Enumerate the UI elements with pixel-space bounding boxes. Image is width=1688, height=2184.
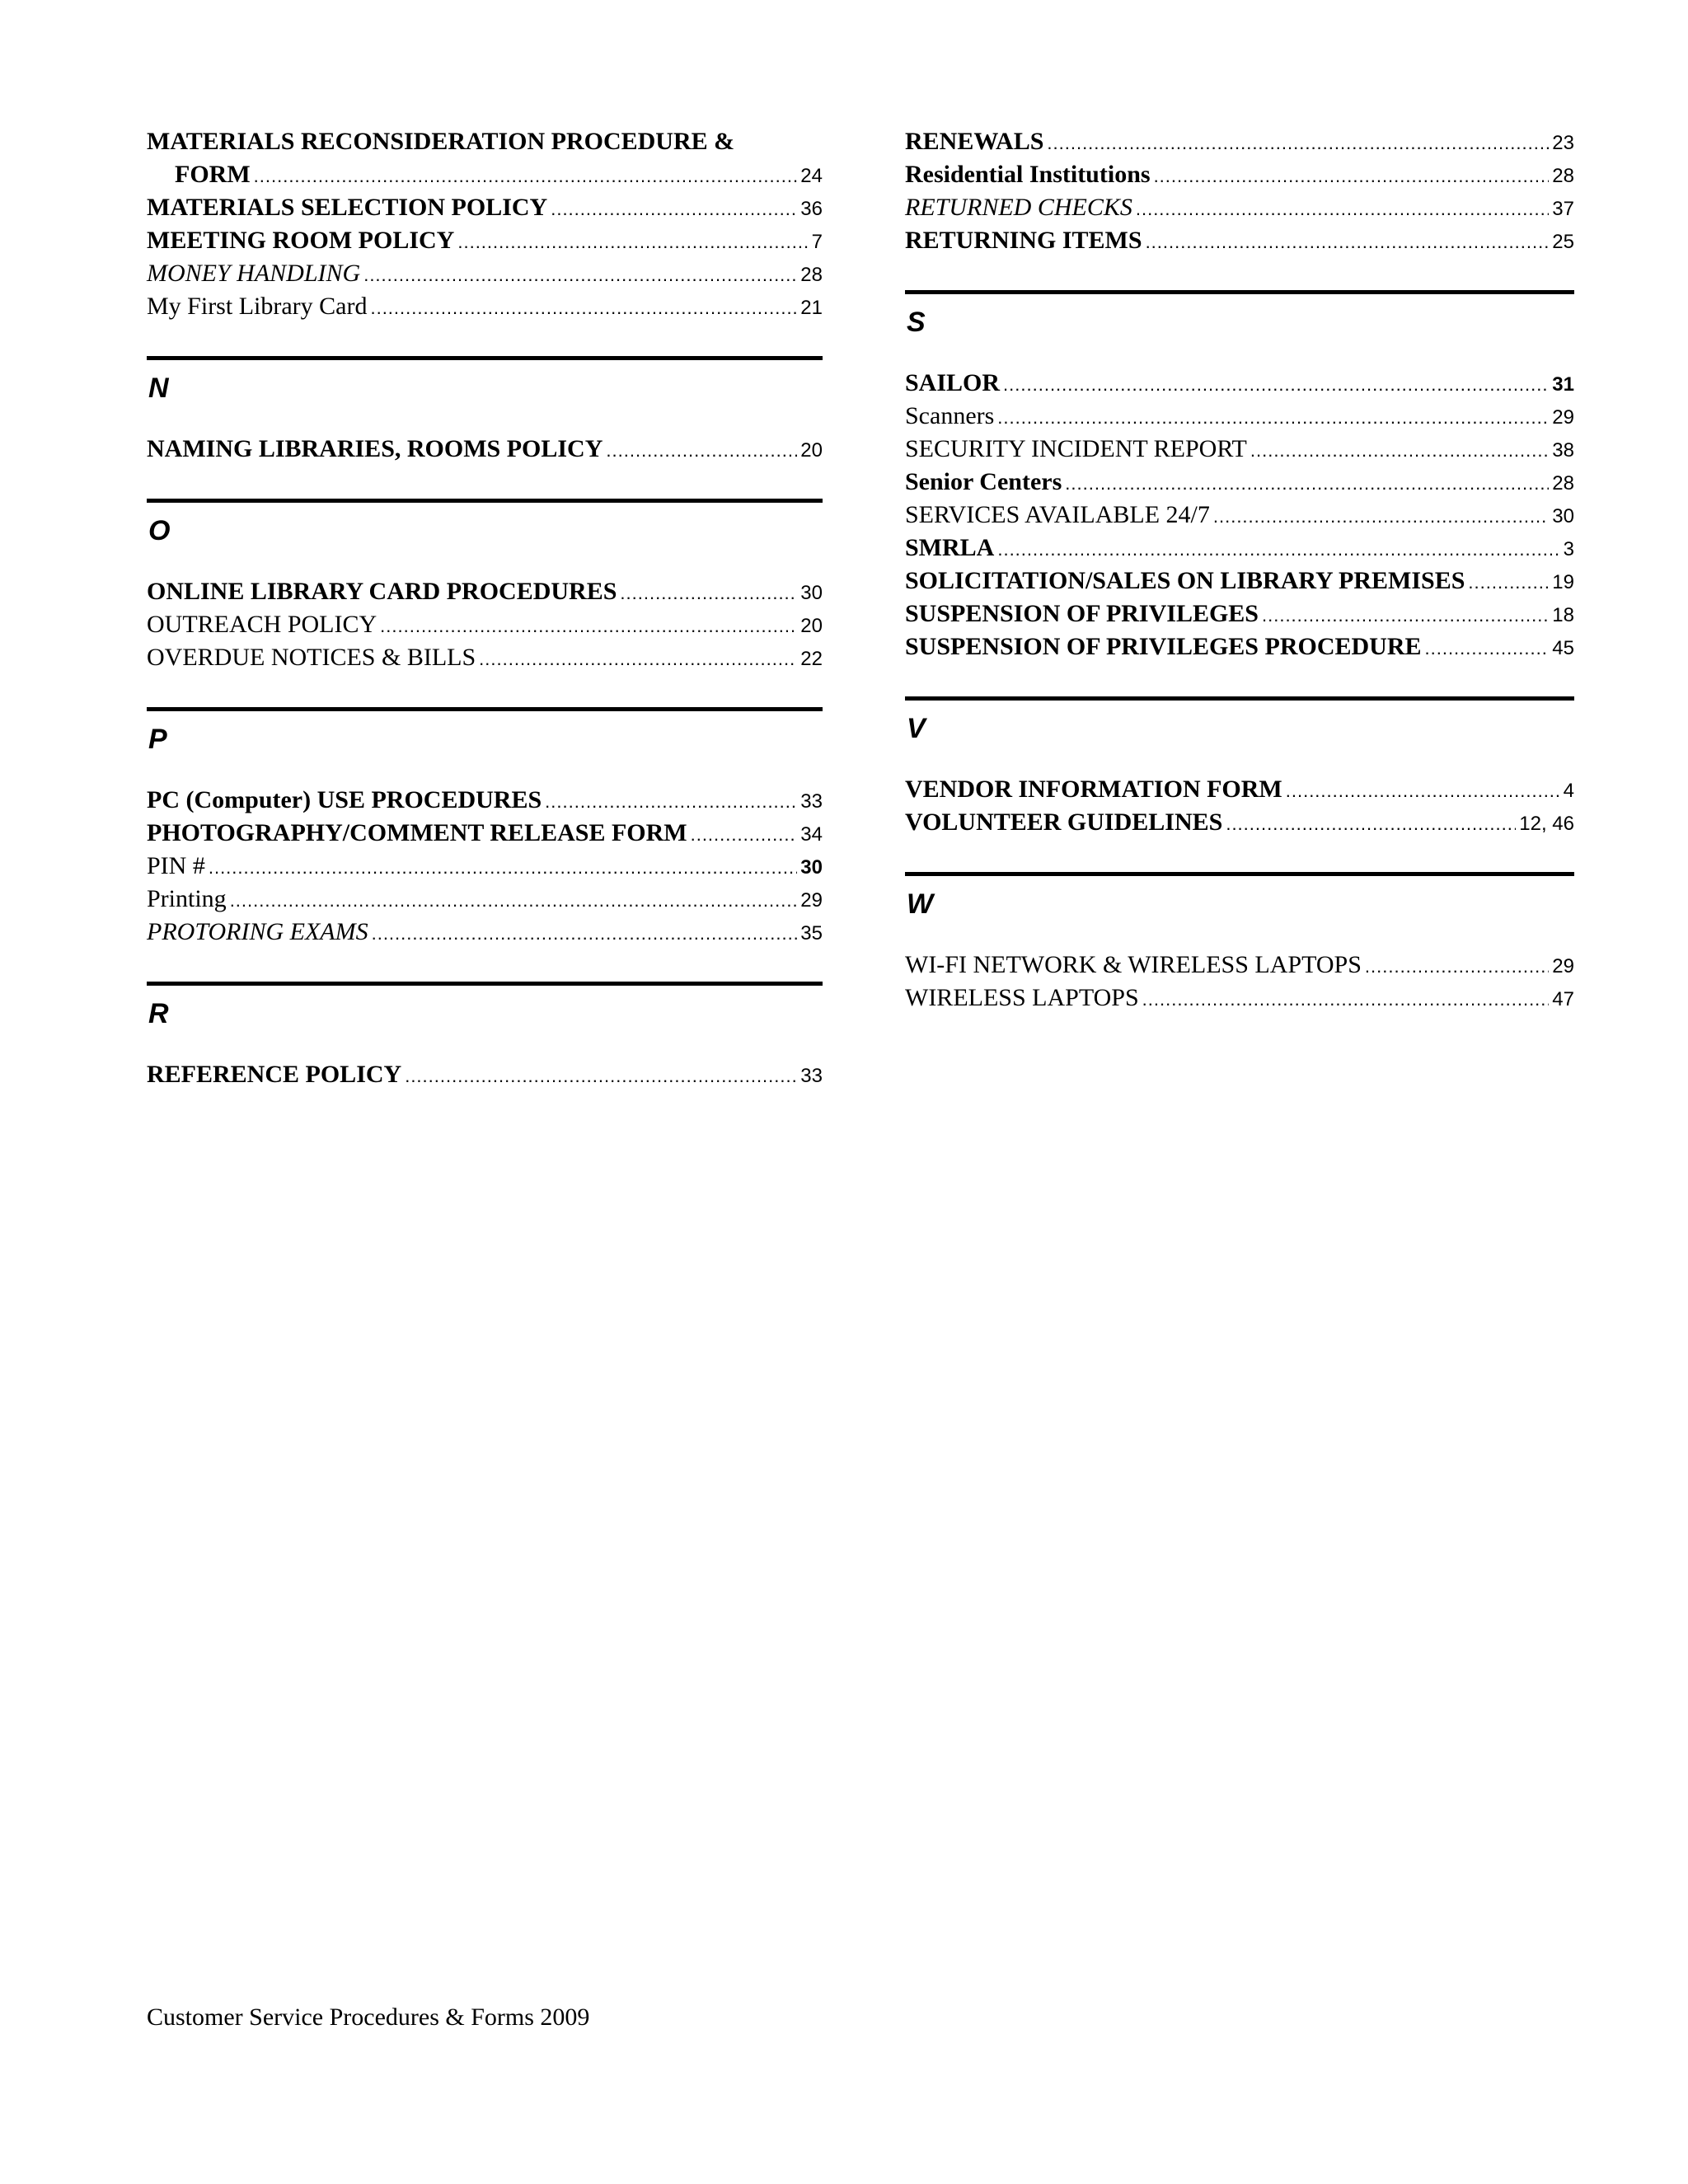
index-entry xyxy=(905,191,1574,224)
index-entry-label: OUTREACH POLICY xyxy=(147,611,377,638)
dot-leader xyxy=(1142,982,1550,1016)
index-entry xyxy=(905,433,1574,466)
dot-leader xyxy=(479,641,797,676)
index-entry-page: 35 xyxy=(800,922,823,944)
section-letter: S xyxy=(907,307,926,338)
section-letter: V xyxy=(907,713,926,744)
dot-leader xyxy=(1365,949,1549,983)
index-entry-label: Senior Centers xyxy=(905,468,1062,495)
index-entry-page: 25 xyxy=(1552,231,1574,253)
index-entry xyxy=(905,982,1574,1015)
dot-leader xyxy=(1213,499,1549,533)
dot-leader xyxy=(405,1058,797,1093)
dot-leader xyxy=(1047,125,1549,160)
index-entry-page: 47 xyxy=(1552,988,1574,1010)
index-entry-label: Printing xyxy=(147,885,227,912)
index-entry xyxy=(905,466,1574,499)
dot-leader xyxy=(997,532,1559,566)
index-entry-label: MONEY HANDLING xyxy=(147,260,361,287)
index-entry-label: VOLUNTEER GUIDELINES xyxy=(905,808,1223,836)
dot-leader xyxy=(620,575,797,610)
index-entry-page: 33 xyxy=(800,790,823,813)
index-entry-page: 29 xyxy=(1552,955,1574,977)
index-entry-page: 30 xyxy=(1552,505,1574,527)
index-section-o xyxy=(147,499,823,674)
dot-leader xyxy=(254,158,798,193)
index-entry-page: 29 xyxy=(800,889,823,912)
index-entry-label: SUSPENSION OF PRIVILEGES xyxy=(905,600,1259,627)
section-letter: R xyxy=(148,998,169,1029)
dot-leader xyxy=(363,257,797,292)
section-letter: O xyxy=(148,515,171,546)
index-section-v xyxy=(905,696,1574,839)
index-entry-label: RENEWALS xyxy=(905,128,1044,155)
dot-leader xyxy=(372,916,798,950)
index-section-w xyxy=(905,872,1574,1015)
index-entry-label: PIN # xyxy=(147,852,205,879)
index-top-entries xyxy=(147,125,823,323)
index-entry-label: VENDOR INFORMATION FORM xyxy=(905,776,1282,803)
dot-leader xyxy=(1136,191,1549,226)
index-entry-label: SECURITY INCIDENT REPORT xyxy=(905,435,1247,462)
index-entry xyxy=(147,224,823,257)
index-entry-page: 45 xyxy=(1552,637,1574,659)
index-entry-label: WIRELESS LAPTOPS xyxy=(905,984,1139,1011)
dot-leader xyxy=(1468,565,1549,599)
index-entry-page: 31 xyxy=(1552,373,1574,396)
dot-leader xyxy=(606,433,797,467)
index-entry-label: PC (Computer) USE PROCEDURES xyxy=(147,786,542,813)
index-entry-page: 28 xyxy=(1552,165,1574,187)
section-letter: N xyxy=(148,373,169,404)
index-entry xyxy=(905,806,1574,839)
index-entry xyxy=(147,916,823,949)
section-letter: W xyxy=(907,888,934,920)
index-entry xyxy=(905,499,1574,532)
dot-leader xyxy=(545,784,797,818)
dot-leader xyxy=(1262,598,1549,632)
index-entry-label: Residential Institutions xyxy=(905,161,1151,188)
index-entry-label: Scanners xyxy=(905,402,995,429)
index-entry xyxy=(147,608,823,641)
index-entry-page: 30 xyxy=(800,856,823,879)
index-entry-label: OVERDUE NOTICES & BILLS xyxy=(147,644,476,671)
index-entry-page: 4 xyxy=(1563,780,1574,802)
index-entry xyxy=(905,630,1574,663)
index-entry-page: 34 xyxy=(800,823,823,846)
dot-leader xyxy=(209,850,797,884)
index-entry xyxy=(147,575,823,608)
dot-leader xyxy=(1425,630,1550,665)
dot-leader xyxy=(230,883,798,917)
dot-leader xyxy=(380,608,797,643)
index-entry-page: 22 xyxy=(800,648,823,670)
dot-leader xyxy=(1226,806,1516,841)
index-entry-page: 33 xyxy=(800,1065,823,1087)
index-entry xyxy=(147,1058,823,1091)
index-entry-page: 29 xyxy=(1552,406,1574,429)
index-top-entries xyxy=(905,125,1574,257)
dot-leader xyxy=(1003,367,1549,401)
index-entry-label: SERVICES AVAILABLE 24/7 xyxy=(905,501,1210,528)
index-entry-label: PROTORING EXAMS xyxy=(147,918,368,945)
index-entry xyxy=(905,773,1574,806)
index-entry xyxy=(905,158,1574,191)
index-entry-label: FORM xyxy=(175,161,251,188)
index-entry-label: MATERIALS RECONSIDERATION PROCEDURE & xyxy=(147,128,735,155)
index-entry xyxy=(147,433,823,466)
dot-leader xyxy=(551,191,797,226)
dot-leader xyxy=(691,817,798,851)
index-section-r xyxy=(147,982,823,1091)
dot-leader xyxy=(370,290,797,325)
index-entry-label: MEETING ROOM POLICY xyxy=(147,227,455,254)
index-entry xyxy=(147,850,823,883)
index-entry-label: RETURNING ITEMS xyxy=(905,227,1142,254)
section-letter: P xyxy=(148,724,167,755)
dot-leader xyxy=(1154,158,1550,193)
dot-leader xyxy=(1286,773,1560,808)
index-entry xyxy=(147,158,823,191)
index-entry xyxy=(905,949,1574,982)
index-entry-label: REFERENCE POLICY xyxy=(147,1061,402,1088)
index-entry-label: WI-FI NETWORK & WIRELESS LAPTOPS xyxy=(905,951,1362,978)
index-entry xyxy=(905,125,1574,158)
index-entry xyxy=(905,598,1574,630)
index-entry-page: 30 xyxy=(800,582,823,604)
index-entry-page: 20 xyxy=(800,615,823,637)
dot-leader xyxy=(1146,224,1550,259)
index-entry xyxy=(905,532,1574,565)
index-column-right xyxy=(905,125,1574,1015)
index-entry xyxy=(905,224,1574,257)
index-entry-page: 28 xyxy=(1552,472,1574,494)
index-entry xyxy=(147,257,823,290)
index-entry xyxy=(905,367,1574,400)
index-column-left xyxy=(147,125,823,1091)
index-entry-label: SUSPENSION OF PRIVILEGES PROCEDURE xyxy=(905,633,1422,660)
dot-leader xyxy=(1250,433,1549,467)
index-entry-label: NAMING LIBRARIES, ROOMS POLICY xyxy=(147,435,603,462)
index-entry xyxy=(147,641,823,674)
index-entry-page: 21 xyxy=(800,297,823,319)
index-section-s xyxy=(905,290,1574,663)
dot-leader xyxy=(997,400,1549,434)
index-section-n xyxy=(147,356,823,466)
index-entry-page: 19 xyxy=(1552,571,1574,593)
index-entry-page: 36 xyxy=(800,198,823,220)
index-entry-label: MATERIALS SELECTION POLICY xyxy=(147,194,548,221)
index-entry-page: 20 xyxy=(800,439,823,462)
index-section-p xyxy=(147,707,823,949)
index-entry-label: My First Library Card xyxy=(147,293,368,320)
index-entry xyxy=(147,883,823,916)
index-entry-label: PHOTOGRAPHY/COMMENT RELEASE FORM xyxy=(147,819,687,846)
index-entry-page: 23 xyxy=(1552,132,1574,154)
index-entry-label: RETURNED CHECKS xyxy=(905,194,1132,221)
index-entry-label: SOLICITATION/SALES ON LIBRARY PREMISES xyxy=(905,567,1465,594)
index-entry-page: 7 xyxy=(811,231,823,253)
index-entry-page: 24 xyxy=(800,165,823,187)
page-footer: Customer Service Procedures & Forms 2009 xyxy=(147,2004,590,2031)
index-entry-label: SMRLA xyxy=(905,534,995,561)
dot-leader xyxy=(1065,466,1549,500)
index-entry-label: ONLINE LIBRARY CARD PROCEDURES xyxy=(147,578,617,605)
index-entry-page: 12, 46 xyxy=(1519,813,1574,835)
index-entry xyxy=(147,784,823,817)
index-entry xyxy=(147,290,823,323)
index-entry xyxy=(147,191,823,224)
index-entry-page: 37 xyxy=(1552,198,1574,220)
index-entry xyxy=(905,565,1574,598)
index-entry-label: SAILOR xyxy=(905,369,1001,396)
index-entry-page: 18 xyxy=(1552,604,1574,626)
dot-leader xyxy=(457,224,808,259)
index-entry-page: 3 xyxy=(1563,538,1574,560)
index-entry xyxy=(147,125,823,158)
index-entry-page: 28 xyxy=(800,264,823,286)
index-entry xyxy=(905,400,1574,433)
index-entry xyxy=(147,817,823,850)
index-entry-page: 38 xyxy=(1552,439,1574,462)
